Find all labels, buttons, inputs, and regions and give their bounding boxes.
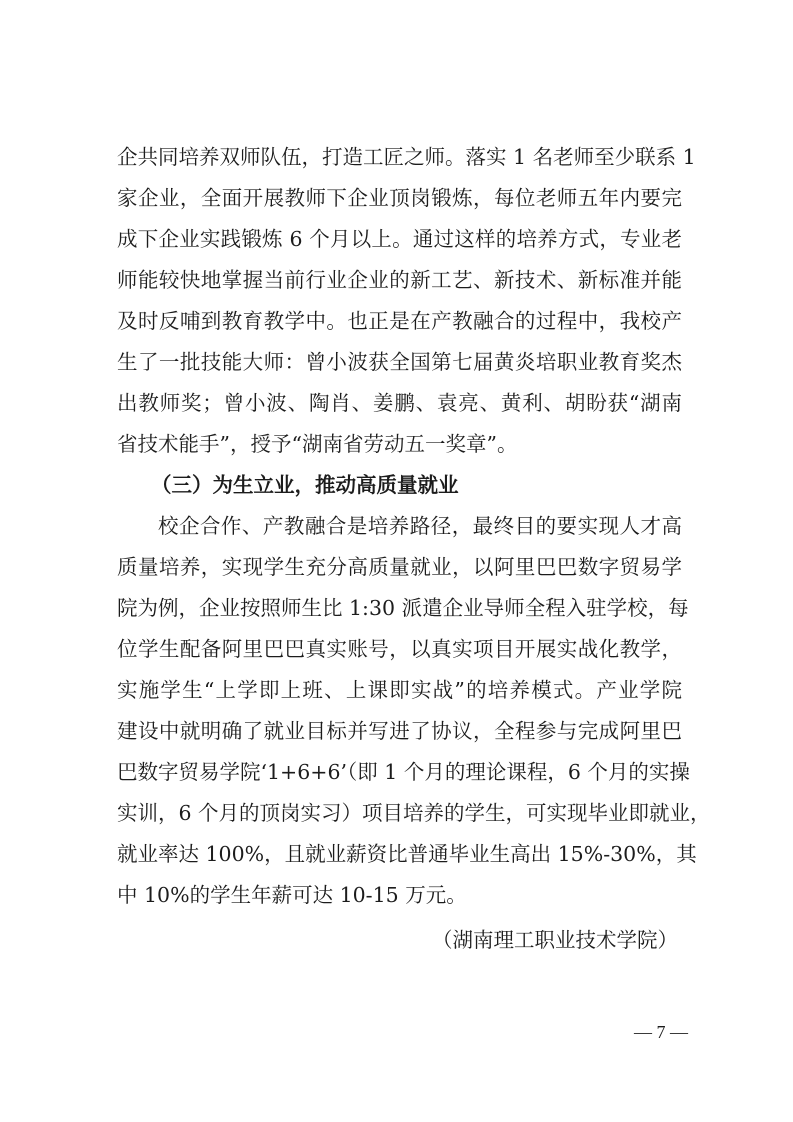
body-line: 巴数字贸易学院‘1+6+6’（即 1 个月的理论课程，6 个月的实操 (117, 760, 690, 784)
body-line: 实施学生“上学即上班、上课即实战”的培养模式。产业学院 (117, 678, 682, 702)
page-number: — 7 — (634, 1022, 688, 1042)
body-line: 企共同培养双师队伍，打造工匠之师。落实 1 名老师至少联系 1 (117, 145, 696, 169)
body-line: 校企合作、产教融合是培养路径，最终目的要实现人才高 (158, 514, 682, 538)
body-line: 就业率达 100%，且就业薪资比普通毕业生高出 15%-30%，其 (117, 842, 697, 866)
body-line: 建设中就明确了就业目标并写进了协议，全程参与完成阿里巴 (117, 719, 682, 743)
source-attribution: （湖南理工职业技术学院） (432, 928, 678, 952)
section-heading: （三）为生立业，推动高质量就业 (151, 473, 459, 497)
body-line: 及时反哺到教育教学中。也正是在产教融合的过程中，我校产 (117, 309, 682, 333)
body-line: 生了一批技能大师：曾小波获全国第七届黄炎培职业教育奖杰 (117, 350, 682, 374)
document-body (117, 137, 711, 961)
body-line: 出教师奖；曾小波、陶肖、姜鹏、袁亮、黄利、胡盼获“湖南 (117, 391, 682, 415)
body-line: 位学生配备阿里巴巴真实账号，以真实项目开展实战化教学， (117, 637, 682, 661)
body-line: 省技术能手”，授予“湖南省劳动五一奖章”。 (117, 432, 518, 456)
body-line: 家企业，全面开展教师下企业顶岗锻炼，每位老师五年内要完 (117, 186, 682, 210)
body-line: 院为例，企业按照师生比 1:30 派遣企业导师全程入驻学校，每 (117, 596, 689, 620)
body-line: 实训，6 个月的顶岗实习）项目培养的学生，可实现毕业即就业， (117, 801, 711, 825)
body-line: 师能较快地掌握当前行业企业的新工艺、新技术、新标准并能 (117, 268, 682, 292)
body-line: 成下企业实践锻炼 6 个月以上。通过这样的培养方式，专业老 (117, 227, 682, 251)
body-line: 质量培养，实现学生充分高质量就业，以阿里巴巴数字贸易学 (117, 555, 682, 579)
body-line: 中 10%的学生年薪可达 10-15 万元。 (117, 883, 467, 907)
